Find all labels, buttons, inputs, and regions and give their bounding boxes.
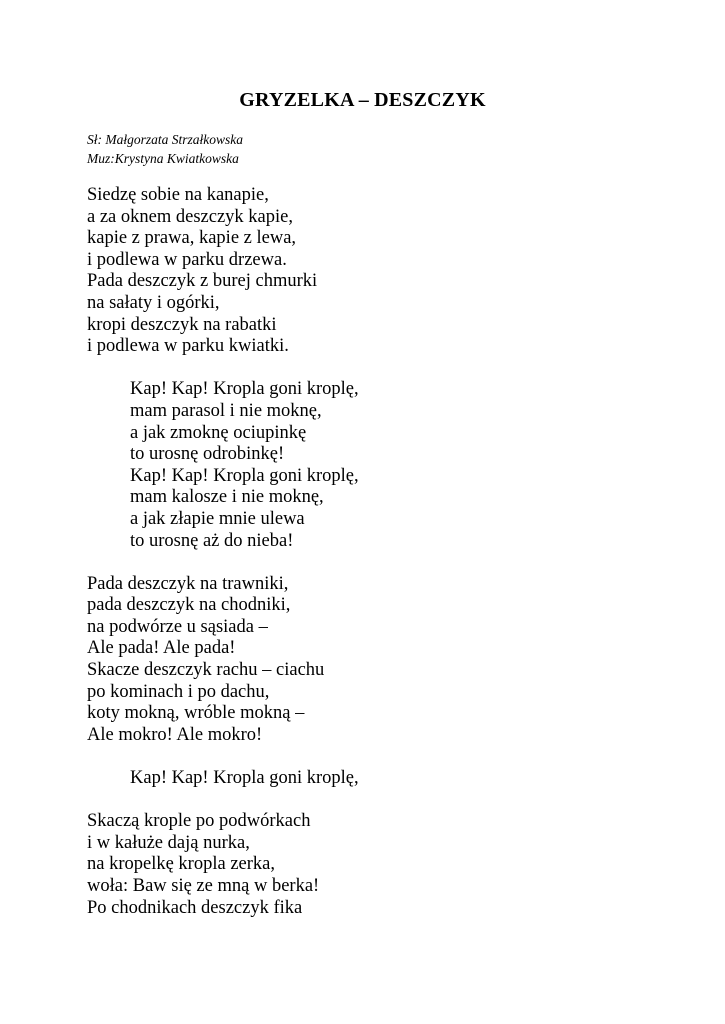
lyric-line: Skacze deszczyk rachu – ciachu	[87, 660, 325, 681]
lyric-line: pada deszczyk na chodniki,	[87, 595, 291, 616]
chorus-1	[87, 379, 687, 552]
lyric-line: Skaczą krople po podwórkach	[87, 811, 311, 832]
lyric-line: mam parasol i nie moknę,	[130, 400, 322, 421]
lyric-line: na sałaty i ogórki,	[87, 292, 220, 313]
lyric-line: na kropelkę kropla zerka,	[87, 854, 275, 875]
lyric-line: a za oknem deszczyk kapie,	[87, 206, 293, 227]
credits	[87, 130, 243, 168]
lyric-line: Pada deszczyk na trawniki,	[87, 573, 289, 594]
lyric-line: i podlewa w parku kwiatki.	[87, 336, 289, 357]
lyric-line: i podlewa w parku drzewa.	[87, 249, 287, 270]
lyric-line: a jak zmoknę ociupinkę	[130, 422, 307, 443]
lyric-line: koty mokną, wróble mokną –	[87, 703, 305, 724]
lyric-line: Pada deszczyk z burej chmurki	[87, 271, 318, 292]
lyric-line: Ale mokro! Ale mokro!	[87, 724, 263, 745]
lyric-line: i w kałuże dają nurka,	[87, 832, 250, 853]
lyric-line: a jak złapie mnie ulewa	[130, 508, 305, 529]
lyric-line: to urosnę aż do nieba!	[130, 530, 294, 551]
verse-3	[87, 811, 687, 919]
lyric-line: kropi deszczyk na rabatki	[87, 314, 277, 335]
lyric-line: Kap! Kap! Kropla goni kroplę,	[130, 379, 359, 400]
chorus-2	[87, 768, 687, 790]
verse-1	[87, 185, 687, 358]
lyric-line: Siedzę sobie na kanapie,	[87, 185, 269, 205]
song-lyrics	[87, 185, 687, 919]
lyric-line: Po chodnikach deszczyk fika	[87, 897, 303, 918]
lyric-line: Kap! Kap! Kropla goni kroplę,	[130, 768, 359, 789]
lyric-line: po kominach i po dachu,	[87, 681, 270, 702]
lyric-line: mam kalosze i nie moknę,	[130, 487, 324, 508]
lyric-line: Kap! Kap! Kropla goni kroplę,	[130, 465, 359, 486]
lyric-line: woła: Baw się ze mną w berka!	[87, 876, 320, 896]
lyric-line: kapie z prawa, kapie z lewa,	[87, 228, 297, 249]
lyric-line: Ale pada! Ale pada!	[87, 638, 236, 659]
lyrics-credit: Sł: Małgorzata Strzałkowska	[87, 132, 244, 147]
verse-2	[87, 574, 687, 747]
lyric-line: na podwórze u sąsiada –	[87, 616, 268, 637]
lyric-line: to urosnę odrobinkę!	[130, 444, 285, 465]
music-credit: Muz:Krystyna Kwiatkowska	[87, 151, 239, 166]
song-title: GRYZELKA – DESZCZYK	[239, 89, 486, 111]
